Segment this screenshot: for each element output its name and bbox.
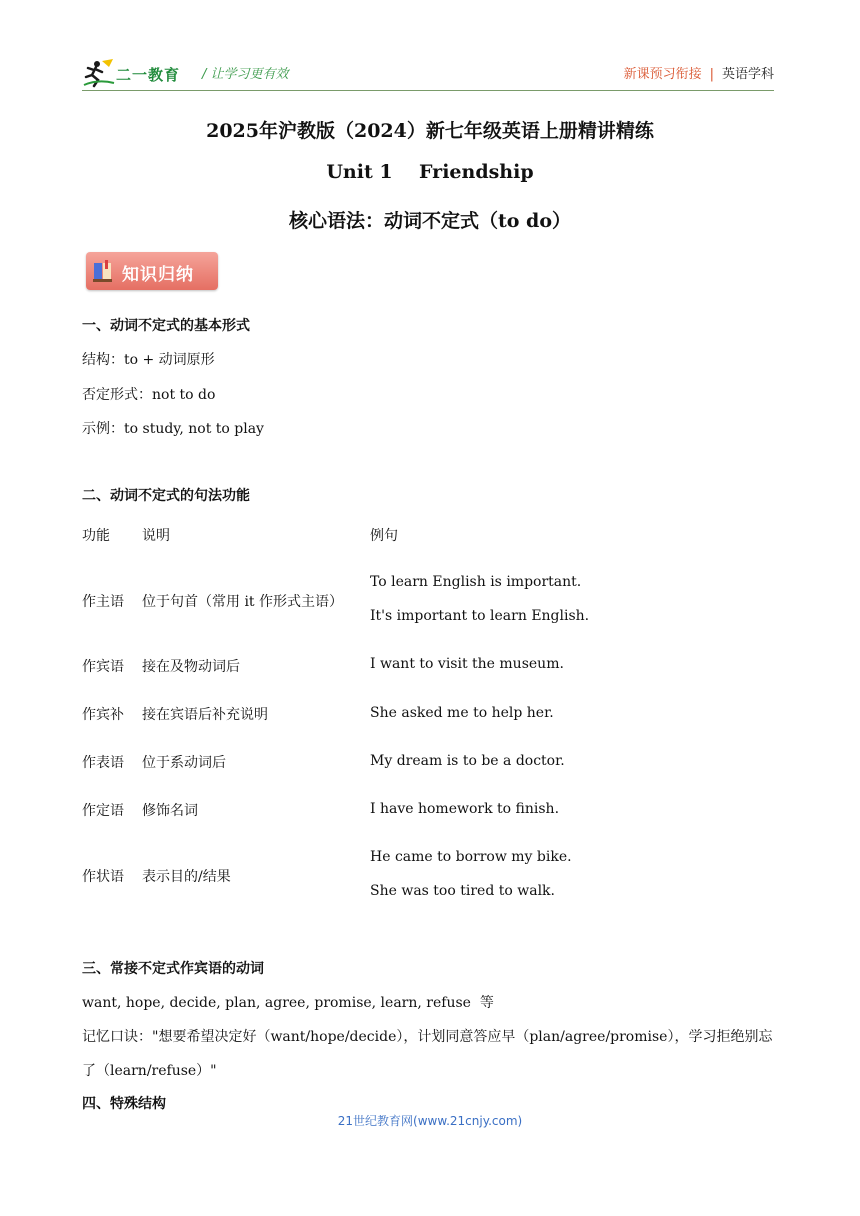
row-complement-example: She asked me to help her. — [370, 705, 554, 721]
header-right — [624, 63, 774, 82]
unit-title: Unit 1 Friendship — [326, 161, 534, 183]
badge-label: 知识归纳 — [122, 265, 194, 285]
row-complement-description: 接在宾语后补充说明 — [142, 707, 268, 723]
knowledge-badge — [86, 252, 218, 290]
header-subject: 英语学科 — [721, 67, 774, 82]
row-complement-function: 作宾补 — [82, 707, 124, 723]
row-object-description: 接在及物动词后 — [142, 659, 240, 675]
column-header-function: 功能 — [82, 528, 110, 544]
book-icon — [92, 259, 114, 283]
row-predicative-example: My dream is to be a doctor. — [370, 753, 565, 769]
logo — [82, 58, 192, 88]
example-line: 示例：to study, not to play — [82, 421, 264, 437]
negative-line: 否定形式：not to do — [82, 387, 216, 403]
row-subject-example-2: It's important to learn English. — [370, 608, 590, 624]
row-object-example: I want to visit the museum. — [370, 656, 564, 672]
column-header-description: 说明 — [142, 528, 170, 544]
section1-heading: 一、动词不定式的基本形式 — [82, 318, 250, 334]
row-adverbial-example-1: He came to borrow my bike. — [370, 849, 572, 865]
row-subject-description: 位于句首（常用 it 作形式主语） — [142, 594, 344, 610]
row-attributive-function: 作定语 — [82, 803, 124, 819]
structure-line: 结构：to + 动词原形 — [82, 352, 215, 368]
mnemonic-line-2: 了（learn/refuse）" — [82, 1063, 217, 1079]
page-header — [82, 56, 774, 91]
section4-heading: 四、特殊结构 — [82, 1096, 166, 1112]
row-adverbial-example-2: She was too tired to walk. — [370, 883, 555, 899]
row-attributive-description: 修饰名词 — [142, 803, 198, 819]
header-separator: | — [709, 67, 714, 82]
footer-link[interactable]: 21世纪教育网(www.21cnjy.com) — [337, 1114, 523, 1128]
row-subject-example-1: To learn English is important. — [370, 574, 582, 590]
header-course-type: 新课预习衔接 — [623, 67, 702, 82]
column-header-example: 例句 — [370, 528, 398, 544]
row-predicative-description: 位于系动词后 — [142, 755, 226, 771]
section3-heading: 三、常接不定式作宾语的动词 — [82, 961, 264, 977]
runner-logo-icon — [82, 58, 116, 88]
row-adverbial-description: 表示目的/结果 — [142, 869, 231, 885]
row-subject-function: 作主语 — [82, 594, 124, 610]
mnemonic-line-1: 记忆口诀："想要希望决定好（want/hope/decide），计划同意答应早（plan/agree/promise），学习拒绝别忘 — [82, 1029, 773, 1045]
row-adverbial-function: 作状语 — [82, 869, 124, 885]
row-object-function: 作宾语 — [82, 659, 124, 675]
verb-list: want, hope, decide, plan, agree, promise, learn, refuse 等 — [82, 995, 494, 1011]
row-attributive-example: I have homework to finish. — [370, 801, 560, 817]
logo-text: 二一教育 — [116, 66, 181, 84]
section2-heading: 二、动词不定式的句法功能 — [82, 488, 250, 504]
grammar-title: 核心语法：动词不定式（to do） — [288, 210, 572, 232]
row-predicative-function: 作表语 — [82, 755, 124, 771]
document-title: 2025年沪教版（2024）新七年级英语上册精讲精练 — [206, 120, 654, 142]
slogan: / 让学习更有效 — [202, 67, 289, 82]
